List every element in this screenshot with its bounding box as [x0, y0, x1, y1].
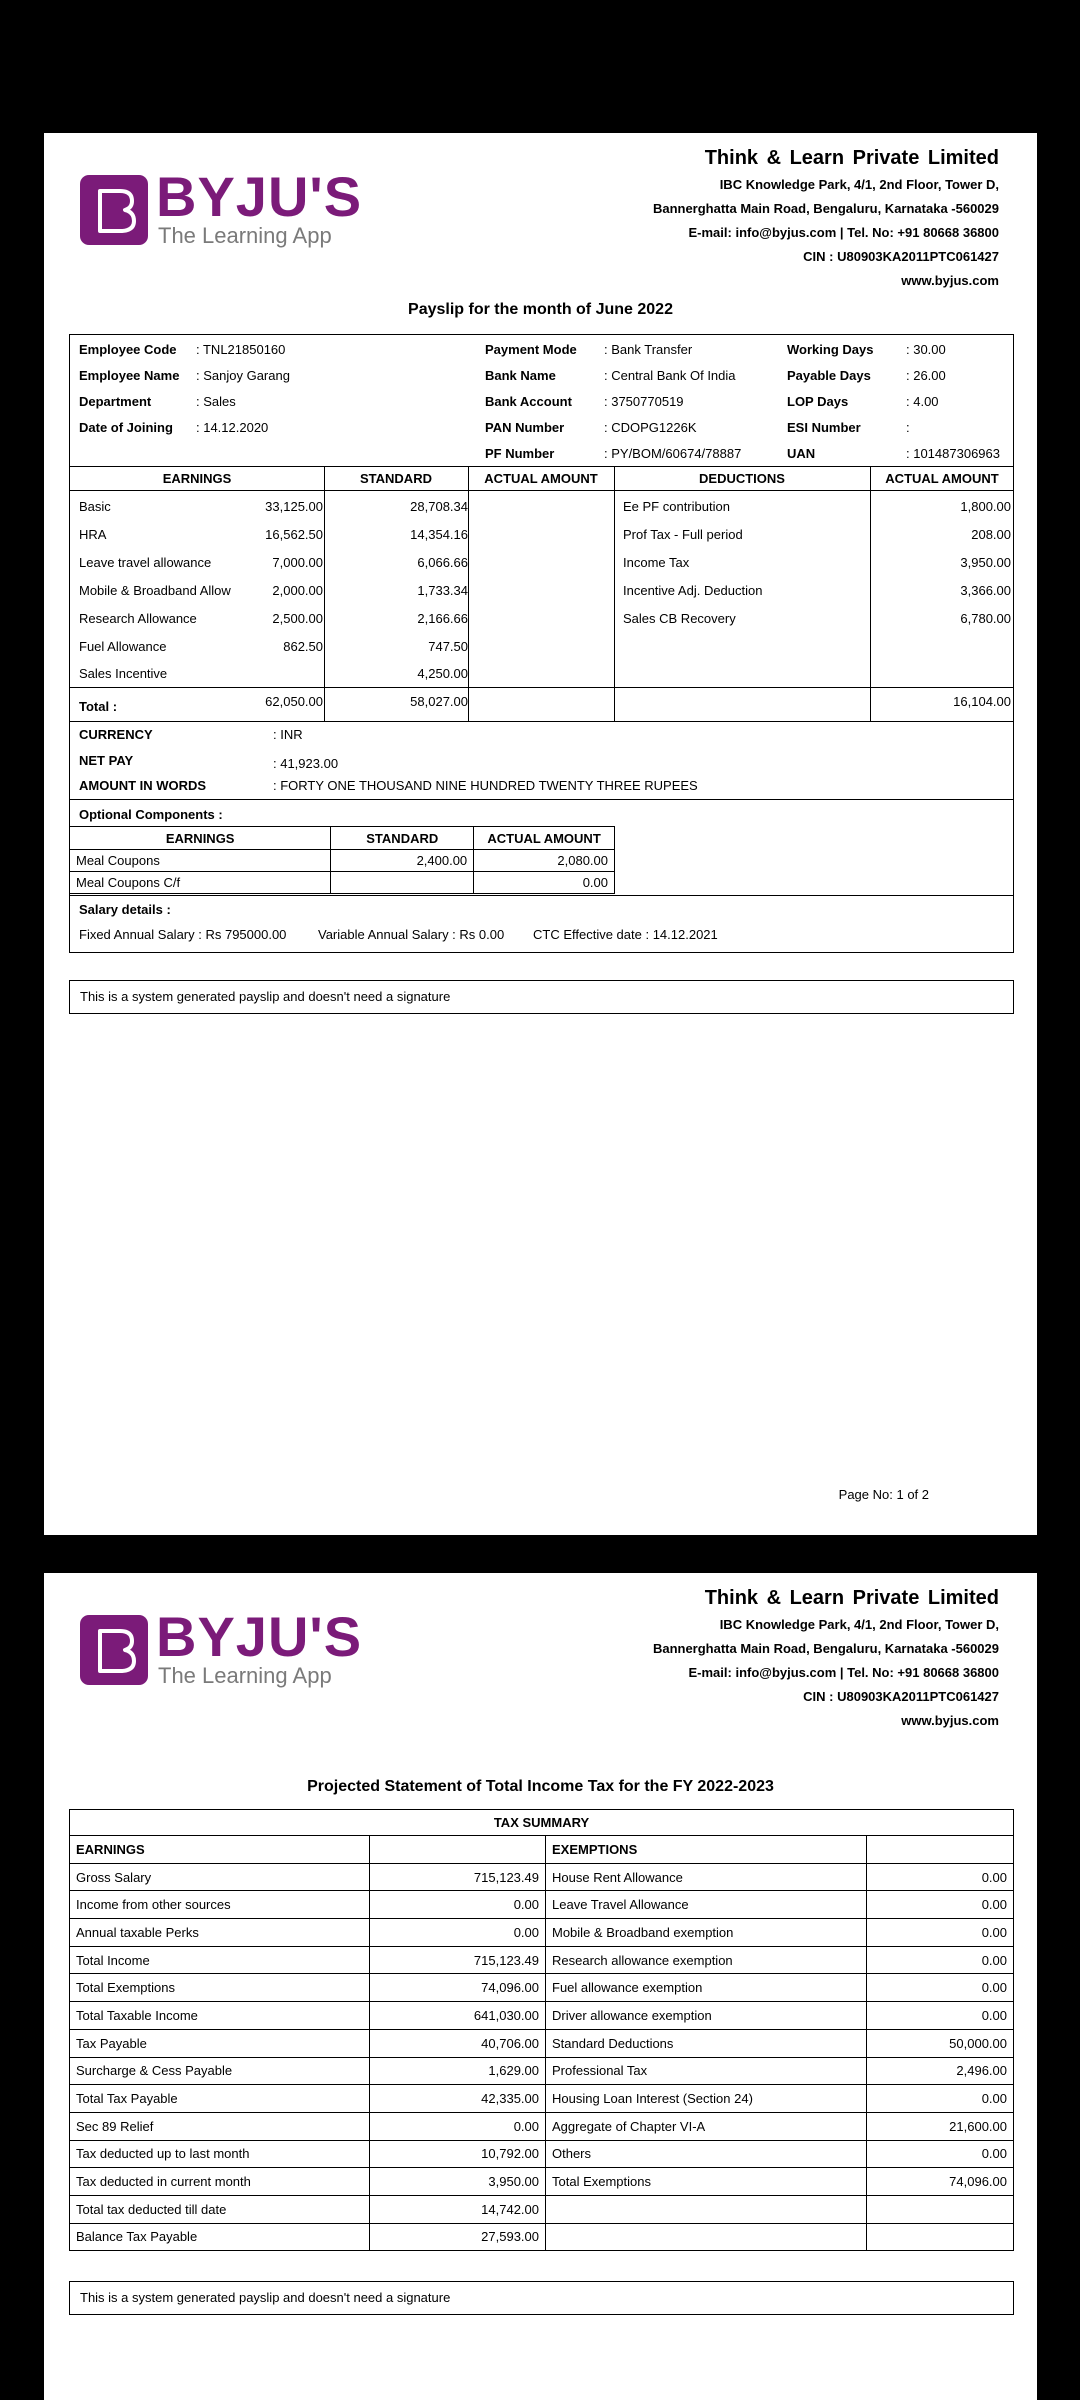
- exemption-label: Standard Deductions: [546, 2029, 867, 2057]
- tax-item-value: 3,950.00: [370, 2168, 546, 2196]
- payslip-page-1: [44, 133, 1037, 1535]
- earning-name: Sales Incentive: [79, 666, 168, 681]
- exemption-label: House Rent Allowance: [546, 1863, 867, 1891]
- pf-number-label: PF Number: [485, 446, 555, 461]
- tax-item-value: 641,030.00: [370, 2002, 546, 2030]
- payment-mode-value: : Bank Transfer: [604, 342, 693, 357]
- tax-exemptions-header: EXEMPTIONS: [546, 1836, 867, 1864]
- earning-actual: 747.50: [428, 639, 468, 654]
- tax-item-value: 10,792.00: [370, 2140, 546, 2168]
- company-address-2: Bannerghatta Main Road, Bengaluru, Karnataka -560029: [652, 1641, 999, 1656]
- table-row: [70, 2085, 1014, 2113]
- deductions-header: DEDUCTIONS: [699, 471, 785, 486]
- table-row: [70, 872, 615, 894]
- esi-number-value: :: [906, 420, 910, 435]
- exemption-value: [867, 2223, 1014, 2251]
- company-name: Think & Learn Private Limited: [704, 147, 999, 169]
- logo-wordmark: BYJU'S: [156, 165, 363, 228]
- exemption-label: Research allowance exemption: [546, 1946, 867, 1974]
- byjus-logo-icon: [80, 1615, 148, 1685]
- deduction-name: Incentive Adj. Deduction: [623, 583, 763, 598]
- tax-item-value: 0.00: [370, 1919, 546, 1947]
- company-contact: E-mail: info@byjus.com | Tel. No: +91 80668 36800: [688, 225, 999, 240]
- tax-item-value: 40,706.00: [370, 2029, 546, 2057]
- optional-components-title: Optional Components :: [79, 807, 223, 822]
- optional-standard-header: STANDARD: [331, 827, 474, 850]
- exemption-label: Total Exemptions: [546, 2168, 867, 2196]
- exemption-value: 0.00: [867, 1891, 1014, 1919]
- payment-mode-label: Payment Mode: [485, 342, 577, 357]
- pan-number-value: : CDOPG1226K: [604, 420, 697, 435]
- date-of-joining-value: : 14.12.2020: [196, 420, 269, 435]
- department-value: : Sales: [196, 394, 236, 409]
- earnings-header: EARNINGS: [162, 471, 232, 486]
- exemption-label: [546, 2223, 867, 2251]
- employee-name-value: : Sanjoy Garang: [196, 368, 290, 383]
- exemption-label: Fuel allowance exemption: [546, 1974, 867, 2002]
- tax-item-label: Tax deducted up to last month: [70, 2140, 370, 2168]
- earning-name: HRA: [79, 527, 107, 542]
- tax-item-value: 1,629.00: [370, 2057, 546, 2085]
- bank-account-value: : 3750770519: [604, 394, 684, 409]
- deduction-amount: 3,950.00: [960, 555, 1011, 570]
- earning-standard: 2,500.00: [272, 611, 323, 626]
- exemption-value: 0.00: [867, 1863, 1014, 1891]
- employee-code-label: Employee Code: [79, 342, 177, 357]
- optional-name: Meal Coupons: [70, 850, 331, 872]
- optional-standard: 2,400.00: [331, 850, 474, 872]
- tax-item-label: Total Exemptions: [70, 1974, 370, 2002]
- earning-actual: 4,250.00: [417, 666, 468, 681]
- ctc-effective-date: CTC Effective date : 14.12.2021: [533, 927, 718, 942]
- net-pay-value: : 41,923.00: [273, 756, 339, 771]
- tax-item-label: Total Taxable Income: [70, 2002, 370, 2030]
- optional-components-table: [70, 826, 615, 894]
- exemption-value: 74,096.00: [867, 2168, 1014, 2196]
- company-address-1: IBC Knowledge Park, 4/1, 2nd Floor, Tower D,: [719, 177, 999, 192]
- tax-item-value: 74,096.00: [370, 1974, 546, 2002]
- standard-header: STANDARD: [360, 471, 432, 486]
- earning-standard: 2,000.00: [272, 583, 323, 598]
- tax-item-label: Total tax deducted till date: [70, 2195, 370, 2223]
- department-label: Department: [79, 394, 152, 409]
- pan-number-label: PAN Number: [485, 420, 565, 435]
- earning-name: Research Allowance: [79, 611, 197, 626]
- amount-in-words-value: : FORTY ONE THOUSAND NINE HUNDRED TWENTY THREE RUPEES: [273, 778, 698, 793]
- salary-details-title: Salary details :: [79, 902, 171, 917]
- earning-actual: 14,354.16: [410, 527, 468, 542]
- bank-name-value: : Central Bank Of India: [604, 368, 736, 383]
- exemption-label: [546, 2195, 867, 2223]
- bank-name-label: Bank Name: [485, 368, 556, 383]
- tax-item-value: 42,335.00: [370, 2085, 546, 2113]
- earning-standard: 7,000.00: [272, 555, 323, 570]
- esi-number-label: ESI Number: [787, 420, 861, 435]
- currency-value: : INR: [273, 727, 303, 742]
- table-row: [70, 2029, 1014, 2057]
- tax-item-label: Sec 89 Relief: [70, 2112, 370, 2140]
- exemption-value: 0.00: [867, 2140, 1014, 2168]
- company-contact: E-mail: info@byjus.com | Tel. No: +91 80668 36800: [688, 1665, 999, 1680]
- working-days-value: : 30.00: [906, 342, 946, 357]
- deduction-amount: 208.00: [971, 527, 1011, 542]
- logo-wordmark: BYJU'S: [156, 1605, 363, 1668]
- table-row: [70, 1919, 1014, 1947]
- tax-summary-table: [69, 1809, 1014, 2251]
- deduction-amount: 3,366.00: [960, 583, 1011, 598]
- total-standard: 62,050.00: [265, 694, 323, 709]
- table-row: [70, 2112, 1014, 2140]
- optional-earnings-header: EARNINGS: [70, 827, 331, 850]
- table-row: [70, 1863, 1014, 1891]
- tax-item-label: Annual taxable Perks: [70, 1919, 370, 1947]
- currency-label: CURRENCY: [79, 727, 153, 742]
- company-website: www.byjus.com: [901, 273, 999, 288]
- earning-standard: 33,125.00: [265, 499, 323, 514]
- system-generated-note: This is a system generated payslip and doesn't need a signature: [69, 980, 1014, 1014]
- lop-days-value: : 4.00: [906, 394, 939, 409]
- deduction-amount: 1,800.00: [960, 499, 1011, 514]
- exemption-label: Mobile & Broadband exemption: [546, 1919, 867, 1947]
- logo-tagline: The Learning App: [158, 223, 332, 248]
- exemption-value: 0.00: [867, 2085, 1014, 2113]
- optional-actual-header: ACTUAL AMOUNT: [474, 827, 615, 850]
- optional-name: Meal Coupons C/f: [70, 872, 331, 894]
- tax-item-label: Total Income: [70, 1946, 370, 1974]
- system-generated-note: This is a system generated payslip and doesn't need a signature: [69, 2281, 1014, 2315]
- earning-standard: 862.50: [283, 639, 323, 654]
- earning-name: Mobile & Broadband Allow: [79, 583, 231, 598]
- optional-actual: 2,080.00: [474, 850, 615, 872]
- total-actual: 58,027.00: [410, 694, 468, 709]
- deduction-name: Prof Tax - Full period: [623, 527, 743, 542]
- exemption-value: 2,496.00: [867, 2057, 1014, 2085]
- table-row: [70, 1891, 1014, 1919]
- company-website: www.byjus.com: [901, 1713, 999, 1728]
- tax-statement-page-2: [44, 1573, 1037, 2400]
- tax-item-value: 27,593.00: [370, 2223, 546, 2251]
- earning-actual: 28,708.34: [410, 499, 468, 514]
- tax-item-label: Total Tax Payable: [70, 2085, 370, 2113]
- company-header: [653, 143, 999, 293]
- net-pay-label: NET PAY: [79, 753, 134, 768]
- byjus-logo: [80, 1605, 363, 1691]
- payslip-title: Payslip for the month of June 2022: [408, 301, 673, 318]
- earning-standard: 16,562.50: [265, 527, 323, 542]
- exemption-label: Driver allowance exemption: [546, 2002, 867, 2030]
- exemption-value: 50,000.00: [867, 2029, 1014, 2057]
- tax-item-value: 715,123.49: [370, 1946, 546, 1974]
- exemption-label: Housing Loan Interest (Section 24): [546, 2085, 867, 2113]
- company-cin: CIN : U80903KA2011PTC061427: [803, 249, 999, 264]
- pf-number-value: : PY/BOM/60674/78887: [604, 446, 742, 461]
- deduction-name: Income Tax: [623, 555, 690, 570]
- exemption-value: 0.00: [867, 1946, 1014, 1974]
- table-row: [70, 2168, 1014, 2196]
- deduction-name: Sales CB Recovery: [623, 611, 736, 626]
- working-days-label: Working Days: [787, 342, 874, 357]
- company-address-2: Bannerghatta Main Road, Bengaluru, Karnataka -560029: [652, 201, 999, 216]
- exemption-value: 0.00: [867, 2002, 1014, 2030]
- earning-name: Fuel Allowance: [79, 639, 167, 654]
- table-row: [70, 2223, 1014, 2251]
- company-cin: CIN : U80903KA2011PTC061427: [803, 1689, 999, 1704]
- exemption-label: Aggregate of Chapter VI-A: [546, 2112, 867, 2140]
- tax-item-value: 0.00: [370, 1891, 546, 1919]
- earning-name: Basic: [79, 499, 111, 514]
- exemption-value: 0.00: [867, 1919, 1014, 1947]
- deduction-name: Ee PF contribution: [623, 499, 730, 514]
- earning-actual: 1,733.34: [417, 583, 468, 598]
- tax-item-value: 715,123.49: [370, 1863, 546, 1891]
- uan-label: UAN: [787, 446, 816, 461]
- company-header: [653, 1583, 999, 1733]
- deduction-amount: 6,780.00: [960, 611, 1011, 626]
- exemption-value: [867, 2195, 1014, 2223]
- optional-standard: [331, 872, 474, 894]
- total-deductions: 16,104.00: [953, 694, 1011, 709]
- exemption-label: Leave Travel Allowance: [546, 1891, 867, 1919]
- uan-value: : 101487306963: [906, 446, 1000, 461]
- exemption-value: 0.00: [867, 1974, 1014, 2002]
- bank-account-label: Bank Account: [485, 394, 572, 409]
- tax-item-value: 0.00: [370, 2112, 546, 2140]
- actual-amount-header: ACTUAL AMOUNT: [484, 471, 598, 486]
- byjus-logo: [80, 165, 363, 251]
- tax-summary-header: TAX SUMMARY: [70, 1810, 1014, 1836]
- table-row: [70, 2002, 1014, 2030]
- employee-code-value: : TNL21850160: [196, 342, 286, 357]
- tax-item-value: 14,742.00: [370, 2195, 546, 2223]
- table-row: [70, 850, 615, 872]
- table-row: [70, 1974, 1014, 2002]
- tax-item-label: Gross Salary: [70, 1863, 370, 1891]
- tax-item-label: Tax deducted in current month: [70, 2168, 370, 2196]
- tax-earnings-header: EARNINGS: [70, 1836, 370, 1864]
- earning-actual: 2,166.66: [417, 611, 468, 626]
- company-address-1: IBC Knowledge Park, 4/1, 2nd Floor, Tower D,: [719, 1617, 999, 1632]
- table-row: [70, 2057, 1014, 2085]
- exemption-label: Others: [546, 2140, 867, 2168]
- company-name: Think & Learn Private Limited: [704, 1587, 999, 1609]
- deduction-amount-header: ACTUAL AMOUNT: [885, 471, 999, 486]
- tax-statement-title: Projected Statement of Total Income Tax for the FY 2022-2023: [307, 1778, 774, 1795]
- total-label: Total :: [79, 699, 118, 714]
- payable-days-label: Payable Days: [787, 368, 871, 383]
- amount-in-words-label: AMOUNT IN WORDS: [79, 778, 207, 793]
- lop-days-label: LOP Days: [787, 394, 849, 409]
- page-number: Page No: 1 of 2: [838, 1487, 929, 1502]
- earning-name: Leave travel allowance: [79, 555, 212, 570]
- payable-days-value: : 26.00: [906, 368, 946, 383]
- exemption-label: Professional Tax: [546, 2057, 867, 2085]
- date-of-joining-label: Date of Joining: [79, 420, 173, 435]
- byjus-logo-icon: [80, 175, 148, 245]
- fixed-annual-salary: Fixed Annual Salary : Rs 795000.00: [79, 927, 287, 942]
- employee-name-label: Employee Name: [79, 368, 180, 383]
- exemption-value: 21,600.00: [867, 2112, 1014, 2140]
- optional-actual: 0.00: [474, 872, 615, 894]
- tax-item-label: Income from other sources: [70, 1891, 370, 1919]
- table-row: [70, 1946, 1014, 1974]
- table-row: [70, 2195, 1014, 2223]
- variable-annual-salary: Variable Annual Salary : Rs 0.00: [318, 927, 505, 942]
- tax-item-label: Surcharge & Cess Payable: [70, 2057, 370, 2085]
- tax-item-label: Tax Payable: [70, 2029, 370, 2057]
- payslip-box: [69, 334, 1014, 953]
- tax-item-label: Balance Tax Payable: [70, 2223, 370, 2251]
- table-row: [70, 2140, 1014, 2168]
- logo-tagline: The Learning App: [158, 1663, 332, 1688]
- earning-actual: 6,066.66: [417, 555, 468, 570]
